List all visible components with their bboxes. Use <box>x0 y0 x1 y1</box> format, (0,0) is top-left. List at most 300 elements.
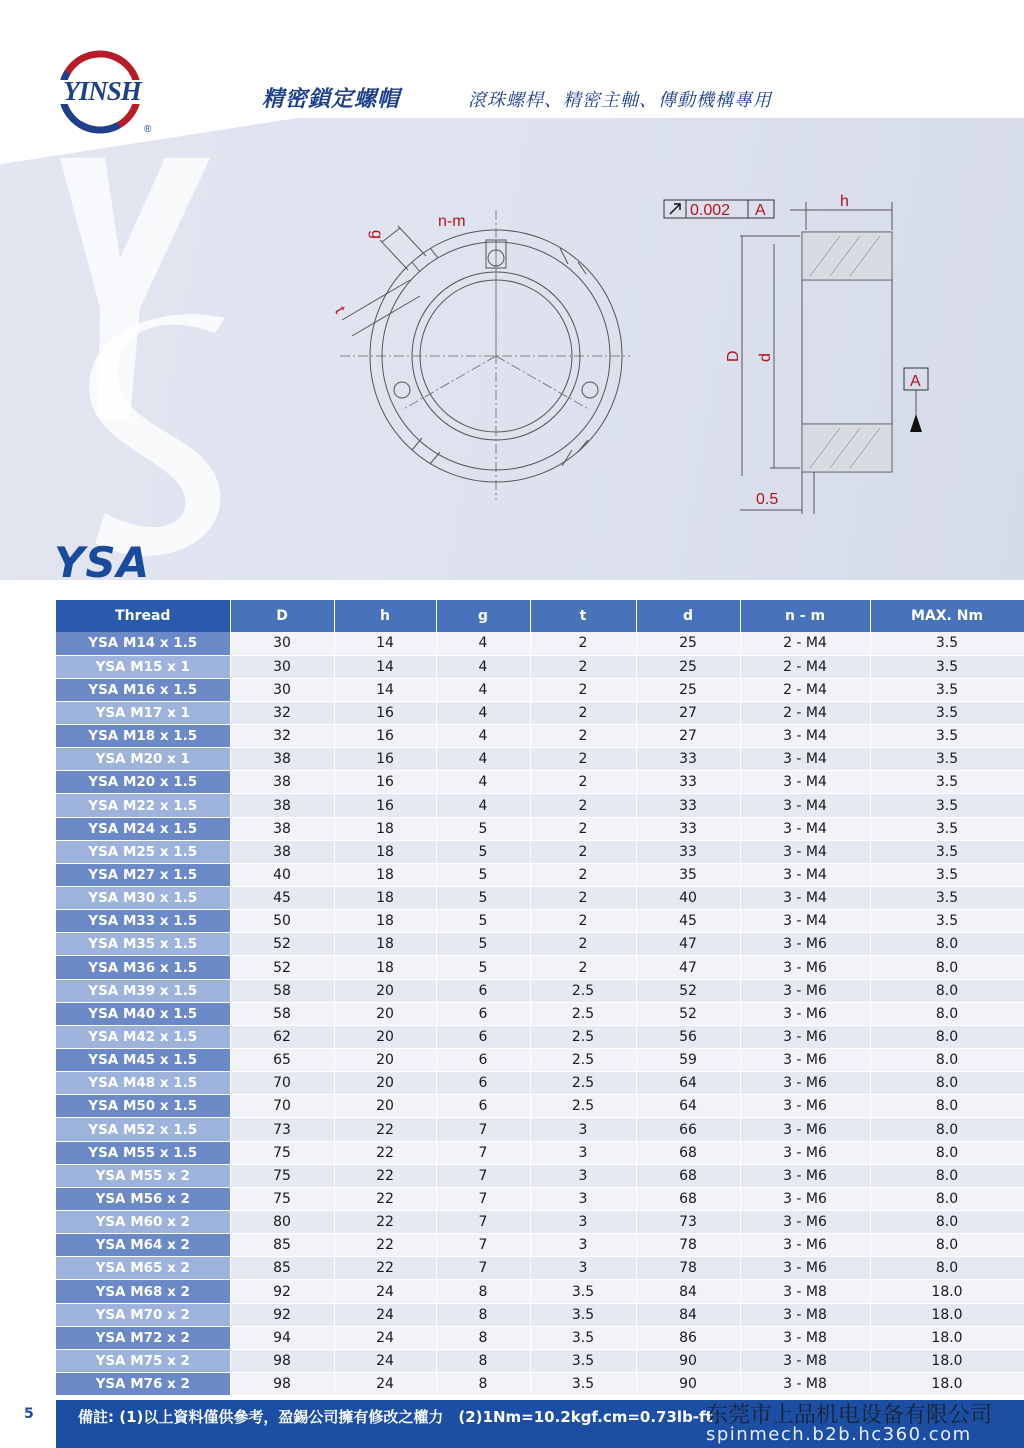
cell-h: 22 <box>334 1187 436 1210</box>
cell-thread: YSA M70 x 2 <box>56 1303 230 1326</box>
cell-n-m: 3 - M8 <box>740 1326 870 1349</box>
cell-g: 5 <box>436 817 530 840</box>
table-row <box>56 1373 1024 1396</box>
cell-D: 70 <box>230 1095 334 1118</box>
cell-h: 22 <box>334 1234 436 1257</box>
table-row <box>56 1280 1024 1303</box>
cell-h: 18 <box>334 933 436 956</box>
table-row <box>56 1349 1024 1372</box>
table-row <box>56 1118 1024 1141</box>
cell-max-nm: 3.5 <box>870 655 1024 678</box>
cell-t: 2.5 <box>530 1025 636 1048</box>
cell-d: 64 <box>636 1095 740 1118</box>
header-D: D <box>230 600 334 632</box>
cell-D: 30 <box>230 632 334 655</box>
cell-h: 20 <box>334 1025 436 1048</box>
cell-thread: YSA M33 x 1.5 <box>56 910 230 933</box>
cell-thread: YSA M45 x 1.5 <box>56 1049 230 1072</box>
cell-n-m: 3 - M4 <box>740 817 870 840</box>
cell-max-nm: 3.5 <box>870 748 1024 771</box>
cell-h: 24 <box>334 1349 436 1372</box>
technical-drawing <box>320 180 960 520</box>
cell-D: 98 <box>230 1349 334 1372</box>
cell-n-m: 2 - M4 <box>740 632 870 655</box>
header-g: g <box>436 600 530 632</box>
cell-thread: YSA M64 x 2 <box>56 1234 230 1257</box>
watermark-company: 东莞市上品机电设备有限公司 <box>706 1403 993 1428</box>
cell-thread: YSA M48 x 1.5 <box>56 1072 230 1095</box>
cell-t: 2 <box>530 748 636 771</box>
header-max-nm: MAX. Nm <box>870 600 1024 632</box>
table-row <box>56 1095 1024 1118</box>
cell-n-m: 3 - M6 <box>740 1141 870 1164</box>
cell-D: 38 <box>230 794 334 817</box>
cell-g: 5 <box>436 933 530 956</box>
cell-D: 85 <box>230 1234 334 1257</box>
cell-n-m: 3 - M6 <box>740 1234 870 1257</box>
table-row <box>56 1303 1024 1326</box>
cell-n-m: 2 - M4 <box>740 701 870 724</box>
table-row <box>56 840 1024 863</box>
cell-max-nm: 8.0 <box>870 1049 1024 1072</box>
cell-n-m: 3 - M6 <box>740 1049 870 1072</box>
cell-n-m: 3 - M8 <box>740 1373 870 1396</box>
cell-max-nm: 18.0 <box>870 1280 1024 1303</box>
cell-thread: YSA M27 x 1.5 <box>56 863 230 886</box>
cell-D: 58 <box>230 979 334 1002</box>
cell-max-nm: 18.0 <box>870 1326 1024 1349</box>
watermark-url: spinmech.b2b.hc360.com <box>706 1424 972 1445</box>
cell-h: 18 <box>334 817 436 840</box>
cell-t: 3 <box>530 1164 636 1187</box>
table-row <box>56 1326 1024 1349</box>
cell-d: 45 <box>636 910 740 933</box>
cell-g: 5 <box>436 840 530 863</box>
cell-n-m: 3 - M4 <box>740 910 870 933</box>
cell-max-nm: 3.5 <box>870 863 1024 886</box>
cell-t: 2 <box>530 725 636 748</box>
cell-g: 4 <box>436 678 530 701</box>
cell-D: 30 <box>230 655 334 678</box>
cell-g: 5 <box>436 863 530 886</box>
cell-max-nm: 18.0 <box>870 1349 1024 1372</box>
cell-D: 98 <box>230 1373 334 1396</box>
cell-d: 27 <box>636 701 740 724</box>
page-number: 5 <box>24 1406 34 1422</box>
cell-n-m: 3 - M6 <box>740 1072 870 1095</box>
cell-thread: YSA M68 x 2 <box>56 1280 230 1303</box>
cell-n-m: 3 - M4 <box>740 725 870 748</box>
table-row <box>56 701 1024 724</box>
cell-max-nm: 8.0 <box>870 1025 1024 1048</box>
cell-max-nm: 3.5 <box>870 771 1024 794</box>
cell-h: 16 <box>334 701 436 724</box>
cell-D: 52 <box>230 956 334 979</box>
cell-d: 52 <box>636 1002 740 1025</box>
cell-D: 38 <box>230 817 334 840</box>
cell-g: 6 <box>436 1025 530 1048</box>
cell-max-nm: 8.0 <box>870 1118 1024 1141</box>
cell-g: 6 <box>436 1072 530 1095</box>
cell-t: 2 <box>530 887 636 910</box>
cell-d: 33 <box>636 840 740 863</box>
cell-D: 75 <box>230 1164 334 1187</box>
cell-max-nm: 8.0 <box>870 933 1024 956</box>
cell-thread: YSA M30 x 1.5 <box>56 887 230 910</box>
dim-label-nm: n-m <box>438 213 466 230</box>
cell-D: 92 <box>230 1303 334 1326</box>
cell-thread: YSA M15 x 1 <box>56 655 230 678</box>
tolerance-datum: A <box>755 202 766 219</box>
table-row <box>56 794 1024 817</box>
header-d: d <box>636 600 740 632</box>
cell-n-m: 3 - M6 <box>740 1025 870 1048</box>
cell-h: 14 <box>334 678 436 701</box>
cell-h: 16 <box>334 771 436 794</box>
cell-n-m: 3 - M6 <box>740 979 870 1002</box>
cell-n-m: 3 - M4 <box>740 794 870 817</box>
table-row <box>56 1002 1024 1025</box>
footer-note: 備註: (1)以上資料僅供參考，盈錫公司擁有修改之權力 (2)1Nm=10.2kgf.cm=0.73lb-ft <box>78 1408 713 1426</box>
cell-h: 20 <box>334 1002 436 1025</box>
cell-thread: YSA M72 x 2 <box>56 1326 230 1349</box>
cell-n-m: 3 - M4 <box>740 887 870 910</box>
logo-text: YINSH <box>63 76 141 106</box>
cell-t: 2 <box>530 794 636 817</box>
cell-t: 3 <box>530 1118 636 1141</box>
cell-d: 33 <box>636 817 740 840</box>
cell-D: 38 <box>230 748 334 771</box>
cell-h: 18 <box>334 887 436 910</box>
table-row <box>56 1072 1024 1095</box>
cell-h: 22 <box>334 1164 436 1187</box>
table-body <box>56 632 1024 1396</box>
cell-g: 4 <box>436 701 530 724</box>
cell-thread: YSA M65 x 2 <box>56 1257 230 1280</box>
cell-g: 7 <box>436 1164 530 1187</box>
cell-t: 2.5 <box>530 979 636 1002</box>
cell-max-nm: 3.5 <box>870 632 1024 655</box>
cell-thread: YSA M24 x 1.5 <box>56 817 230 840</box>
cell-max-nm: 8.0 <box>870 1211 1024 1234</box>
table-row <box>56 748 1024 771</box>
cell-g: 5 <box>436 910 530 933</box>
cell-g: 5 <box>436 887 530 910</box>
table-row <box>56 655 1024 678</box>
cell-t: 3 <box>530 1187 636 1210</box>
cell-max-nm: 8.0 <box>870 1187 1024 1210</box>
cell-t: 3.5 <box>530 1326 636 1349</box>
cell-max-nm: 8.0 <box>870 956 1024 979</box>
table-row <box>56 1049 1024 1072</box>
table-row <box>56 632 1024 655</box>
cell-thread: YSA M16 x 1.5 <box>56 678 230 701</box>
cell-g: 6 <box>436 1049 530 1072</box>
cell-t: 3 <box>530 1211 636 1234</box>
cell-thread: YSA M20 x 1.5 <box>56 771 230 794</box>
cell-max-nm: 8.0 <box>870 1002 1024 1025</box>
table-row <box>56 1164 1024 1187</box>
cell-d: 68 <box>636 1164 740 1187</box>
cell-max-nm: 18.0 <box>870 1373 1024 1396</box>
cell-max-nm: 3.5 <box>870 725 1024 748</box>
table-row <box>56 1025 1024 1048</box>
cell-t: 3.5 <box>530 1349 636 1372</box>
dim-label-g: g <box>368 230 385 239</box>
datum-label: A <box>910 373 921 390</box>
cell-d: 47 <box>636 933 740 956</box>
table-row <box>56 817 1024 840</box>
cell-D: 92 <box>230 1280 334 1303</box>
cell-max-nm: 8.0 <box>870 1095 1024 1118</box>
cell-D: 58 <box>230 1002 334 1025</box>
cell-n-m: 3 - M6 <box>740 1211 870 1234</box>
cell-g: 7 <box>436 1257 530 1280</box>
cell-thread: YSA M60 x 2 <box>56 1211 230 1234</box>
cell-d: 33 <box>636 748 740 771</box>
table-row <box>56 1141 1024 1164</box>
cell-t: 2 <box>530 678 636 701</box>
cell-D: 32 <box>230 701 334 724</box>
cell-d: 90 <box>636 1373 740 1396</box>
cell-h: 20 <box>334 979 436 1002</box>
spec-table <box>56 600 1024 1396</box>
dim-label-gap: 0.5 <box>756 491 779 508</box>
cell-d: 33 <box>636 771 740 794</box>
header-t: t <box>530 600 636 632</box>
cell-t: 2 <box>530 701 636 724</box>
cell-g: 4 <box>436 725 530 748</box>
cell-D: 65 <box>230 1049 334 1072</box>
cell-h: 22 <box>334 1257 436 1280</box>
cell-thread: YSA M39 x 1.5 <box>56 979 230 1002</box>
cell-thread: YSA M55 x 2 <box>56 1164 230 1187</box>
cell-thread: YSA M76 x 2 <box>56 1373 230 1396</box>
cell-D: 73 <box>230 1118 334 1141</box>
cell-n-m: 3 - M6 <box>740 956 870 979</box>
cell-h: 14 <box>334 655 436 678</box>
table-row <box>56 1257 1024 1280</box>
cell-D: 70 <box>230 1072 334 1095</box>
cell-D: 45 <box>230 887 334 910</box>
cell-d: 86 <box>636 1326 740 1349</box>
cell-d: 52 <box>636 979 740 1002</box>
page-subtitle: 滾珠螺桿、精密主軸、傳動機構專用 <box>468 90 772 111</box>
table-header-row <box>56 600 1024 632</box>
cell-thread: YSA M42 x 1.5 <box>56 1025 230 1048</box>
cell-d: 25 <box>636 678 740 701</box>
cell-t: 2 <box>530 817 636 840</box>
cell-thread: YSA M55 x 1.5 <box>56 1141 230 1164</box>
cell-d: 66 <box>636 1118 740 1141</box>
cell-n-m: 3 - M6 <box>740 1095 870 1118</box>
cell-D: 80 <box>230 1211 334 1234</box>
cell-thread: YSA M18 x 1.5 <box>56 725 230 748</box>
cell-max-nm: 8.0 <box>870 1164 1024 1187</box>
tolerance-value: 0.002 <box>690 202 731 219</box>
cell-t: 2.5 <box>530 1002 636 1025</box>
table-row <box>56 863 1024 886</box>
cell-n-m: 3 - M4 <box>740 863 870 886</box>
cell-n-m: 3 - M8 <box>740 1303 870 1326</box>
cell-t: 2 <box>530 910 636 933</box>
cell-d: 35 <box>636 863 740 886</box>
cell-g: 6 <box>436 1095 530 1118</box>
cell-max-nm: 8.0 <box>870 1072 1024 1095</box>
cell-h: 24 <box>334 1373 436 1396</box>
cell-g: 6 <box>436 979 530 1002</box>
cell-D: 85 <box>230 1257 334 1280</box>
dim-label-D: D <box>725 350 742 362</box>
cell-g: 5 <box>436 956 530 979</box>
table-row <box>56 887 1024 910</box>
cell-g: 6 <box>436 1002 530 1025</box>
cell-g: 7 <box>436 1234 530 1257</box>
cell-g: 7 <box>436 1187 530 1210</box>
cell-thread: YSA M36 x 1.5 <box>56 956 230 979</box>
cell-g: 8 <box>436 1349 530 1372</box>
cell-max-nm: 3.5 <box>870 794 1024 817</box>
cell-max-nm: 3.5 <box>870 910 1024 933</box>
table-row <box>56 1211 1024 1234</box>
cell-d: 73 <box>636 1211 740 1234</box>
cell-n-m: 3 - M4 <box>740 840 870 863</box>
dim-label-t: t <box>331 304 349 317</box>
cell-g: 4 <box>436 794 530 817</box>
cell-D: 52 <box>230 933 334 956</box>
table-row <box>56 910 1024 933</box>
cell-n-m: 2 - M4 <box>740 678 870 701</box>
cell-max-nm: 3.5 <box>870 701 1024 724</box>
cell-max-nm: 3.5 <box>870 817 1024 840</box>
cell-h: 18 <box>334 910 436 933</box>
table-row <box>56 771 1024 794</box>
cell-t: 3 <box>530 1234 636 1257</box>
cell-D: 38 <box>230 840 334 863</box>
cell-thread: YSA M52 x 1.5 <box>56 1118 230 1141</box>
header-n-m: n - m <box>740 600 870 632</box>
cell-max-nm: 8.0 <box>870 1141 1024 1164</box>
cell-d: 84 <box>636 1303 740 1326</box>
cell-d: 68 <box>636 1141 740 1164</box>
cell-t: 3 <box>530 1141 636 1164</box>
cell-h: 20 <box>334 1095 436 1118</box>
cell-d: 68 <box>636 1187 740 1210</box>
dim-label-d: d <box>757 353 774 362</box>
cell-thread: YSA M22 x 1.5 <box>56 794 230 817</box>
cell-t: 3.5 <box>530 1303 636 1326</box>
cell-h: 24 <box>334 1326 436 1349</box>
cell-max-nm: 3.5 <box>870 840 1024 863</box>
table-row <box>56 979 1024 1002</box>
cell-d: 25 <box>636 632 740 655</box>
cell-n-m: 3 - M6 <box>740 1187 870 1210</box>
cell-h: 18 <box>334 863 436 886</box>
decorative-ys-letters <box>0 118 330 580</box>
cell-d: 84 <box>636 1280 740 1303</box>
cell-d: 90 <box>636 1349 740 1372</box>
cell-g: 4 <box>436 748 530 771</box>
cell-thread: YSA M35 x 1.5 <box>56 933 230 956</box>
cell-thread: YSA M14 x 1.5 <box>56 632 230 655</box>
cell-g: 4 <box>436 632 530 655</box>
cell-d: 33 <box>636 794 740 817</box>
cell-D: 30 <box>230 678 334 701</box>
header-thread: Thread <box>56 600 230 632</box>
cell-n-m: 3 - M4 <box>740 771 870 794</box>
cell-t: 3 <box>530 1257 636 1280</box>
cell-d: 47 <box>636 956 740 979</box>
yinsh-logo <box>52 46 162 138</box>
table-row <box>56 725 1024 748</box>
cell-thread: YSA M17 x 1 <box>56 701 230 724</box>
cell-max-nm: 8.0 <box>870 1234 1024 1257</box>
cell-h: 20 <box>334 1072 436 1095</box>
cell-D: 62 <box>230 1025 334 1048</box>
cell-d: 59 <box>636 1049 740 1072</box>
cell-n-m: 3 - M6 <box>740 933 870 956</box>
table-row <box>56 1187 1024 1210</box>
cell-max-nm: 8.0 <box>870 1257 1024 1280</box>
table-row <box>56 678 1024 701</box>
cell-thread: YSA M50 x 1.5 <box>56 1095 230 1118</box>
cell-h: 24 <box>334 1280 436 1303</box>
dim-label-h: h <box>840 193 849 210</box>
cell-n-m: 3 - M6 <box>740 1257 870 1280</box>
cell-D: 40 <box>230 863 334 886</box>
cell-thread: YSA M20 x 1 <box>56 748 230 771</box>
cell-max-nm: 18.0 <box>870 1303 1024 1326</box>
cell-t: 2 <box>530 933 636 956</box>
cell-t: 2 <box>530 956 636 979</box>
cell-n-m: 3 - M6 <box>740 1118 870 1141</box>
cell-t: 2 <box>530 771 636 794</box>
cell-D: 75 <box>230 1141 334 1164</box>
cell-n-m: 3 - M6 <box>740 1002 870 1025</box>
cell-g: 8 <box>436 1326 530 1349</box>
cell-thread: YSA M40 x 1.5 <box>56 1002 230 1025</box>
cell-g: 7 <box>436 1141 530 1164</box>
cell-n-m: 3 - M4 <box>740 748 870 771</box>
cell-h: 14 <box>334 632 436 655</box>
cell-g: 4 <box>436 771 530 794</box>
page-title: 精密鎖定螺帽 <box>262 87 401 112</box>
cell-t: 2 <box>530 840 636 863</box>
cell-t: 2.5 <box>530 1072 636 1095</box>
cell-g: 8 <box>436 1280 530 1303</box>
cell-g: 7 <box>436 1118 530 1141</box>
cell-D: 50 <box>230 910 334 933</box>
series-name: YSA <box>54 538 151 587</box>
cell-h: 20 <box>334 1049 436 1072</box>
cell-D: 75 <box>230 1187 334 1210</box>
cell-g: 7 <box>436 1211 530 1234</box>
cell-h: 22 <box>334 1141 436 1164</box>
cell-d: 78 <box>636 1234 740 1257</box>
cell-g: 8 <box>436 1303 530 1326</box>
cell-thread: YSA M56 x 2 <box>56 1187 230 1210</box>
cell-d: 25 <box>636 655 740 678</box>
cell-h: 22 <box>334 1211 436 1234</box>
cell-n-m: 3 - M6 <box>740 1164 870 1187</box>
cell-n-m: 3 - M8 <box>740 1349 870 1372</box>
cell-t: 3.5 <box>530 1373 636 1396</box>
cell-D: 38 <box>230 771 334 794</box>
cell-h: 18 <box>334 840 436 863</box>
cell-n-m: 3 - M8 <box>740 1280 870 1303</box>
cell-max-nm: 3.5 <box>870 887 1024 910</box>
cell-g: 8 <box>436 1373 530 1396</box>
